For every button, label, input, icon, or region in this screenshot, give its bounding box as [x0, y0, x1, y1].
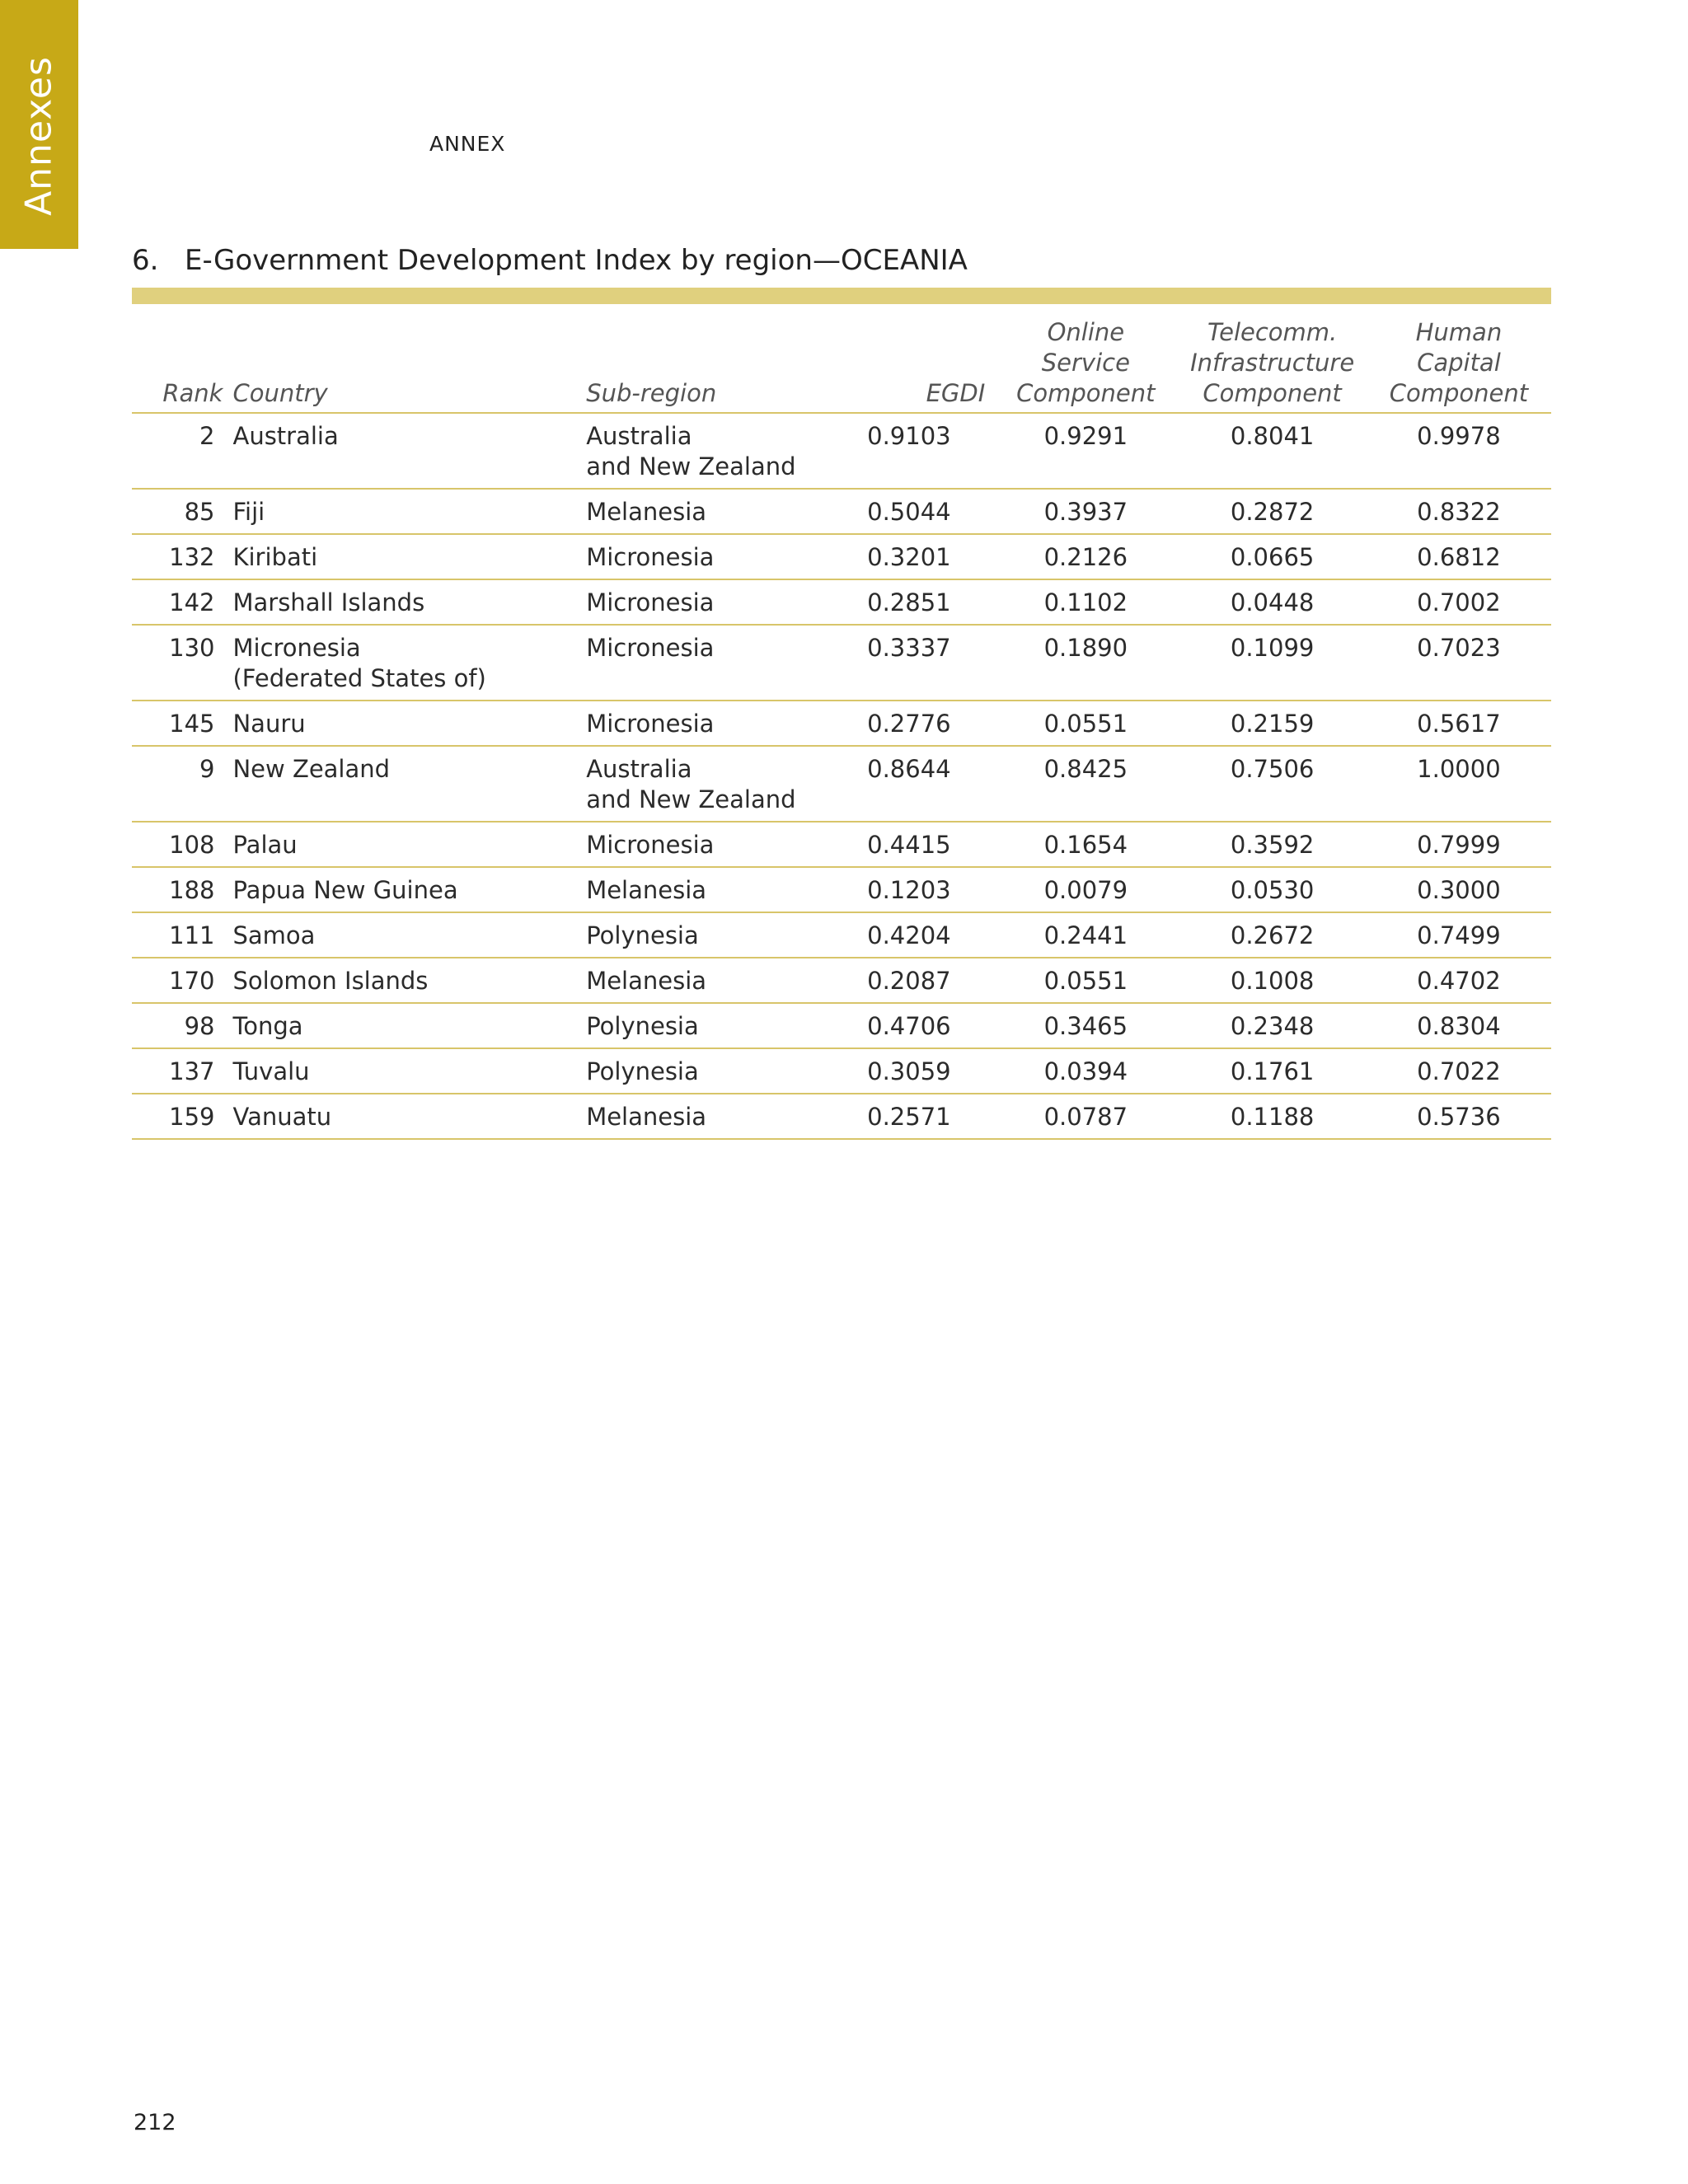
cell-subregion: [578, 912, 818, 958]
header-line: Component: [1016, 379, 1156, 407]
cell-subregion-line: and New Zealand: [586, 785, 796, 813]
cell-egdi: 0.1203: [818, 867, 993, 912]
table-row: [132, 958, 1551, 1003]
cell-online-service: 0.0787: [993, 1094, 1178, 1139]
cell-telecomm-infrastructure: 0.1188: [1178, 1094, 1366, 1139]
cell-country-line: Papua New Guinea: [232, 876, 458, 904]
header-line: Online Service: [1041, 318, 1130, 377]
cell-country: [224, 1003, 578, 1048]
cell-human-capital: 0.7022: [1367, 1048, 1551, 1094]
header-line: Component: [1389, 379, 1529, 407]
cell-human-capital: 0.5617: [1367, 701, 1551, 746]
cell-egdi: 0.2776: [818, 701, 993, 746]
cell-online-service: 0.3465: [993, 1003, 1178, 1048]
cell-rank: 111: [132, 912, 224, 958]
cell-country-line: Australia: [232, 422, 339, 450]
cell-online-service: 0.0394: [993, 1048, 1178, 1094]
cell-telecomm-infrastructure: 0.1099: [1178, 625, 1366, 701]
cell-egdi: 0.2851: [818, 579, 993, 625]
cell-rank: 130: [132, 625, 224, 701]
cell-subregion-line: Micronesia: [586, 710, 715, 738]
cell-country: [224, 701, 578, 746]
cell-subregion: [578, 1094, 818, 1139]
table-row: [132, 579, 1551, 625]
cell-telecomm-infrastructure: 0.8041: [1178, 413, 1366, 489]
cell-country-line: Fiji: [232, 498, 265, 526]
cell-human-capital: 0.7999: [1367, 822, 1551, 867]
cell-telecomm-infrastructure: 0.2872: [1178, 489, 1366, 534]
header-line: Human Capital: [1415, 318, 1503, 377]
cell-subregion-line: Polynesia: [586, 1012, 699, 1040]
cell-human-capital: 0.8304: [1367, 1003, 1551, 1048]
cell-subregion-line: Micronesia: [586, 588, 715, 616]
cell-human-capital: 0.6812: [1367, 534, 1551, 579]
cell-rank: 85: [132, 489, 224, 534]
cell-telecomm-infrastructure: 0.1761: [1178, 1048, 1366, 1094]
cell-human-capital: 0.8322: [1367, 489, 1551, 534]
cell-subregion: [578, 867, 818, 912]
cell-subregion: [578, 534, 818, 579]
header-line: Telecomm.: [1207, 318, 1338, 346]
cell-country: [224, 822, 578, 867]
cell-subregion: [578, 1048, 818, 1094]
cell-telecomm-infrastructure: 0.2348: [1178, 1003, 1366, 1048]
cell-subregion-line: Polynesia: [586, 921, 699, 949]
cell-subregion: [578, 413, 818, 489]
table-row: [132, 867, 1551, 912]
cell-rank: 2: [132, 413, 224, 489]
cell-country: [224, 489, 578, 534]
cell-egdi: 0.4204: [818, 912, 993, 958]
cell-rank: 132: [132, 534, 224, 579]
cell-country: [224, 867, 578, 912]
cell-online-service: 0.1654: [993, 822, 1178, 867]
cell-country-line: Palau: [232, 831, 298, 859]
cell-subregion-line: Australia: [586, 422, 692, 450]
cell-subregion-line: Micronesia: [586, 634, 715, 662]
cell-country: [224, 413, 578, 489]
cell-telecomm-infrastructure: 0.7506: [1178, 746, 1366, 822]
header-egdi: EGDI: [818, 312, 993, 413]
table-row: [132, 413, 1551, 489]
cell-country-line: Solomon Islands: [232, 967, 429, 995]
cell-human-capital: 0.3000: [1367, 867, 1551, 912]
cell-country: [224, 534, 578, 579]
cell-egdi: 0.2571: [818, 1094, 993, 1139]
cell-subregion: [578, 701, 818, 746]
cell-telecomm-infrastructure: 0.0448: [1178, 579, 1366, 625]
cell-egdi: 0.3059: [818, 1048, 993, 1094]
cell-egdi: 0.2087: [818, 958, 993, 1003]
cell-subregion-line: Micronesia: [586, 831, 715, 859]
cell-country: [224, 1094, 578, 1139]
cell-human-capital: 0.4702: [1367, 958, 1551, 1003]
cell-human-capital: 0.7023: [1367, 625, 1551, 701]
cell-online-service: 0.2441: [993, 912, 1178, 958]
header-line: Component: [1203, 379, 1342, 407]
cell-telecomm-infrastructure: 0.2672: [1178, 912, 1366, 958]
cell-online-service: 0.9291: [993, 413, 1178, 489]
cell-subregion-line: Melanesia: [586, 498, 707, 526]
cell-subregion-line: Micronesia: [586, 543, 715, 571]
table-row: [132, 822, 1551, 867]
cell-rank: 159: [132, 1094, 224, 1139]
header-subregion: Sub-region: [578, 312, 818, 413]
cell-telecomm-infrastructure: 0.3592: [1178, 822, 1366, 867]
cell-egdi: 0.5044: [818, 489, 993, 534]
cell-online-service: 0.2126: [993, 534, 1178, 579]
cell-online-service: 0.3937: [993, 489, 1178, 534]
cell-human-capital: 0.5736: [1367, 1094, 1551, 1139]
table-row: [132, 489, 1551, 534]
page-number: 212: [134, 2110, 176, 2135]
cell-rank: 188: [132, 867, 224, 912]
cell-country-line: Samoa: [232, 921, 316, 949]
cell-rank: 145: [132, 701, 224, 746]
header-line: Infrastructure: [1190, 349, 1355, 377]
table-row: [132, 534, 1551, 579]
cell-telecomm-infrastructure: 0.0530: [1178, 867, 1366, 912]
cell-subregion: [578, 1003, 818, 1048]
cell-human-capital: 1.0000: [1367, 746, 1551, 822]
cell-country-line: Tuvalu: [232, 1057, 310, 1085]
cell-country: [224, 625, 578, 701]
running-head: ANNEX: [429, 132, 506, 156]
egdi-oceania-table: [132, 312, 1551, 1140]
cell-subregion: [578, 489, 818, 534]
cell-country-line: Nauru: [232, 710, 306, 738]
cell-rank: 9: [132, 746, 224, 822]
cell-telecomm-infrastructure: 0.1008: [1178, 958, 1366, 1003]
cell-online-service: 0.1890: [993, 625, 1178, 701]
cell-country: [224, 1048, 578, 1094]
table-row: [132, 701, 1551, 746]
cell-country: [224, 958, 578, 1003]
side-tab-label: Annexes: [17, 56, 60, 216]
section-number: 6.: [132, 244, 159, 277]
table-row: [132, 746, 1551, 822]
cell-rank: 142: [132, 579, 224, 625]
table-body: [132, 413, 1551, 1139]
cell-egdi: 0.4415: [818, 822, 993, 867]
cell-country-line: Marshall Islands: [232, 588, 425, 616]
annexes-side-tab: [0, 0, 78, 249]
cell-subregion: [578, 579, 818, 625]
cell-rank: 108: [132, 822, 224, 867]
title-rule-bar: [132, 288, 1551, 304]
table-row: [132, 912, 1551, 958]
cell-telecomm-infrastructure: 0.0665: [1178, 534, 1366, 579]
cell-egdi: 0.9103: [818, 413, 993, 489]
cell-subregion: [578, 746, 818, 822]
cell-rank: 170: [132, 958, 224, 1003]
cell-rank: 137: [132, 1048, 224, 1094]
cell-human-capital: 0.7002: [1367, 579, 1551, 625]
cell-country-line: Kiribati: [232, 543, 318, 571]
cell-subregion-line: Melanesia: [586, 967, 707, 995]
cell-country: [224, 746, 578, 822]
cell-country-line: Micronesia: [232, 634, 361, 662]
cell-online-service: 0.8425: [993, 746, 1178, 822]
table-row: [132, 625, 1551, 701]
table-row: [132, 1094, 1551, 1139]
section-title-text: E-Government Development Index by region—OCEANIA: [185, 244, 968, 277]
cell-subregion-line: Polynesia: [586, 1057, 699, 1085]
table-row: [132, 1048, 1551, 1094]
cell-human-capital: 0.9978: [1367, 413, 1551, 489]
header-rank: Rank: [132, 312, 224, 413]
header-country: Country: [224, 312, 578, 413]
cell-subregion-line: Melanesia: [586, 876, 707, 904]
table-row: [132, 1003, 1551, 1048]
cell-country-line: New Zealand: [232, 755, 391, 783]
cell-subregion-line: Melanesia: [586, 1103, 707, 1131]
header-online-service: [993, 312, 1178, 413]
cell-online-service: 0.0551: [993, 958, 1178, 1003]
cell-subregion-line: and New Zealand: [586, 452, 796, 480]
cell-country-line: (Federated States of): [232, 664, 486, 692]
cell-telecomm-infrastructure: 0.2159: [1178, 701, 1366, 746]
cell-online-service: 0.0079: [993, 867, 1178, 912]
cell-subregion-line: Australia: [586, 755, 692, 783]
cell-subregion: [578, 958, 818, 1003]
header-telecomm-infrastructure: [1178, 312, 1366, 413]
cell-subregion: [578, 625, 818, 701]
cell-subregion: [578, 822, 818, 867]
cell-human-capital: 0.7499: [1367, 912, 1551, 958]
cell-country-line: Tonga: [232, 1012, 303, 1040]
cell-country-line: Vanuatu: [232, 1103, 332, 1131]
section-title: [132, 244, 968, 277]
header-human-capital: [1367, 312, 1551, 413]
cell-rank: 98: [132, 1003, 224, 1048]
cell-online-service: 0.1102: [993, 579, 1178, 625]
cell-egdi: 0.3201: [818, 534, 993, 579]
cell-egdi: 0.3337: [818, 625, 993, 701]
cell-online-service: 0.0551: [993, 701, 1178, 746]
table-header-row: [132, 312, 1551, 413]
cell-egdi: 0.8644: [818, 746, 993, 822]
cell-country: [224, 579, 578, 625]
cell-egdi: 0.4706: [818, 1003, 993, 1048]
cell-country: [224, 912, 578, 958]
